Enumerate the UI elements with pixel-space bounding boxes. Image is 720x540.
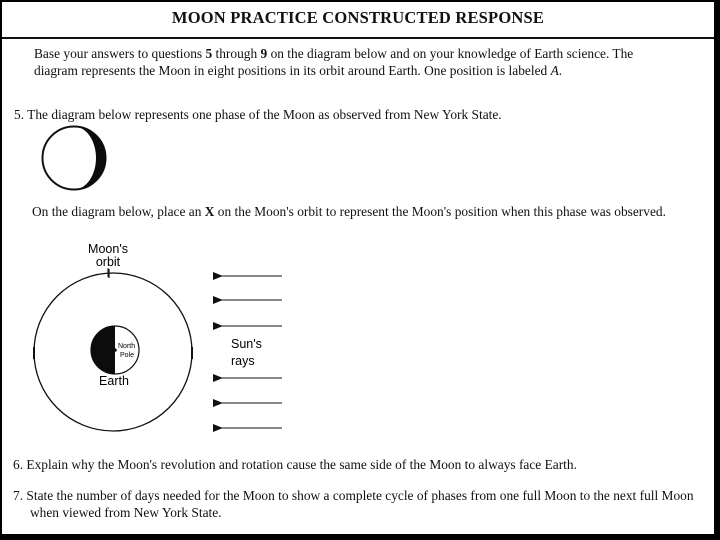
question-6-number: 6.	[13, 457, 24, 472]
earth-label: Earth	[99, 374, 129, 388]
instruction-text-1: On the diagram below, place an	[32, 204, 205, 219]
intro-q-start: 5	[205, 46, 213, 61]
instruction-text-2: on the Moon's orbit to represent the Moon's position when this phase was observed.	[214, 204, 666, 219]
intro-text-1: Base your answers to questions	[34, 46, 206, 61]
instruction-mark: X	[204, 204, 215, 219]
pole-label-line2: Pole	[120, 352, 135, 359]
intro-text-2: through	[212, 46, 261, 61]
orbit-label-line1: Moon's	[88, 242, 128, 256]
question-7-text: State the number of days needed for the Moon to show a complete cycle of phases from one full Moon to the next full Moon when viewed from New York State.	[26, 488, 694, 520]
worksheet-page	[2, 2, 714, 534]
orbit-diagram	[2, 2, 714, 534]
intro-text-3: on the diagram below and on your knowledge of Earth science. The diagram represents the Moon in eight positions in its orbit around Earth. One position is labeled	[34, 46, 634, 78]
orbit-label-line2: orbit	[95, 255, 121, 269]
question-7-number: 7.	[13, 488, 24, 503]
north-pole-dot	[113, 348, 117, 352]
sun-rays	[222, 276, 282, 428]
sun-label-line1: Sun's	[231, 337, 262, 351]
earth-drawing	[91, 326, 139, 374]
sun-label-line2: rays	[231, 354, 255, 368]
question-7	[13, 487, 695, 521]
intro-q-end: 9	[260, 46, 268, 61]
question-5-number: 5.	[14, 107, 25, 122]
question-6	[13, 456, 708, 473]
question-5-text: The diagram below represents one phase of the Moon as observed from New York State.	[27, 107, 502, 122]
earth-night-side	[91, 326, 115, 374]
question-6-text: Explain why the Moon's revolution and rotation cause the same side of the Moon to always face Earth.	[26, 457, 577, 472]
intro-label-letter: A	[550, 63, 559, 78]
intro-text-4: .	[558, 63, 563, 78]
page-title: MOON PRACTICE CONSTRUCTED RESPONSE	[171, 8, 545, 27]
pole-label-line1: North	[118, 343, 136, 350]
